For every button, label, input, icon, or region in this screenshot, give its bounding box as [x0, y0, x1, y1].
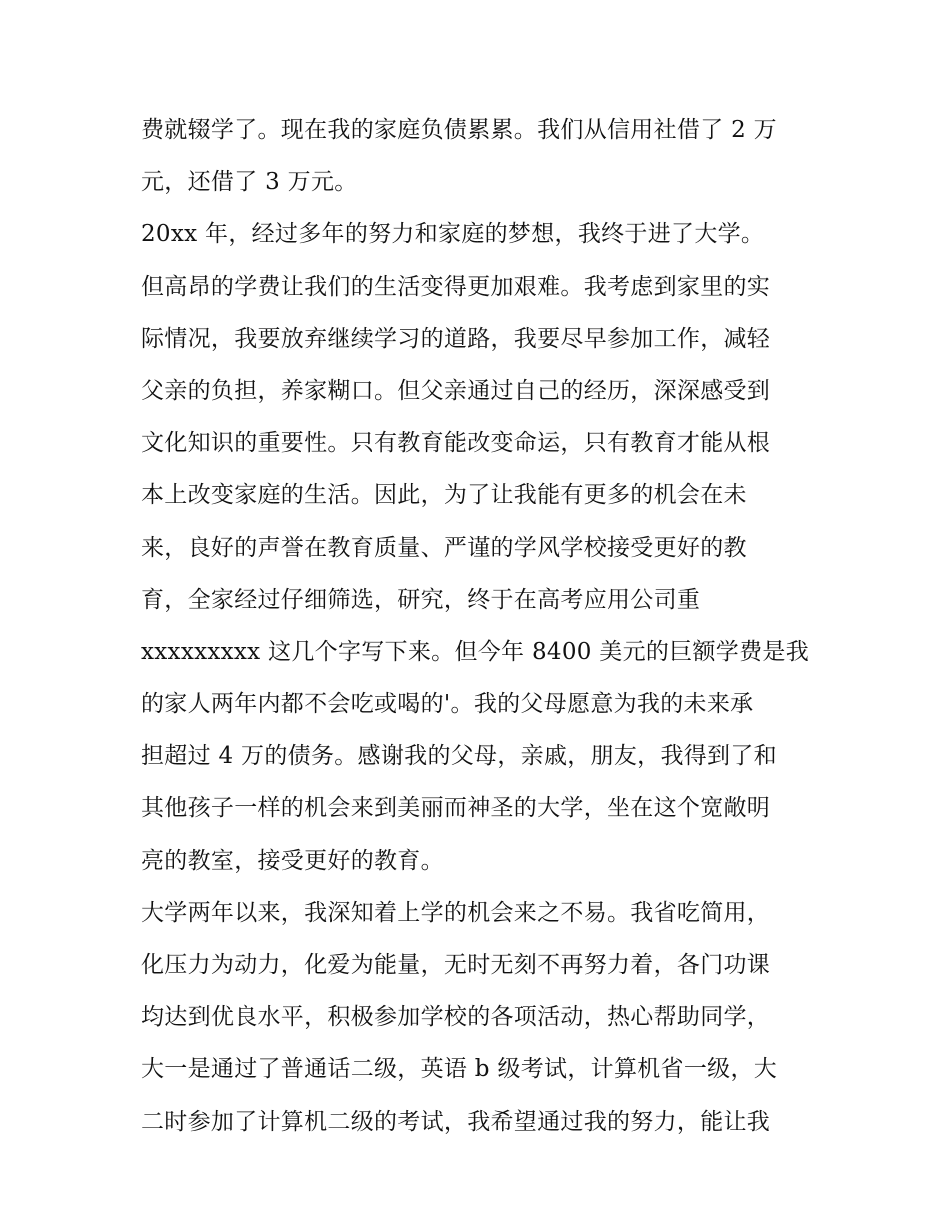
text-line: 大学两年以来，我深知着上学的机会来之不易。我省吃简用，	[141, 899, 771, 926]
document-body	[141, 104, 821, 1148]
text-line: 费就辍学了。现在我的家庭负债累累。我们从信用社借了 2 万	[141, 117, 777, 143]
text-line: 大一是通过了普通话二级，英语 b 级考试，计算机省一级，大	[141, 1056, 778, 1083]
text-line: 其他孩子一样的机会来到美丽而神圣的大学，坐在这个宽敞明	[141, 795, 771, 822]
text-line: 父亲的负担，养家糊口。但父亲通过自己的经历，深深感受到	[141, 377, 771, 404]
text-line: 亮的教室，接受更好的教育。	[141, 847, 444, 874]
text-line: 文化知识的重要性。只有教育能改变命运，只有教育才能从根	[141, 430, 771, 457]
text-line: 本上改变家庭的生活。因此，为了让我能有更多的机会在未	[141, 482, 747, 509]
text-line: 均达到优良水平，积极参加学校的各项活动，热心帮助同学，	[141, 1004, 771, 1031]
text-line: xxxxxxxxx 这几个字写下来。但今年 8400 美元的巨额学费是我	[141, 638, 810, 665]
text-line: 的家人两年内都不会吃或喝的'。我的父母愿意为我的未来承	[141, 691, 754, 718]
text-line: 担超过 4 万的债务。感谢我的父母，亲戚，朋友，我得到了和	[141, 743, 777, 770]
text-line: 但高昂的学费让我们的生活变得更加艰难。我考虑到家里的实	[141, 273, 771, 300]
text-line: 化压力为动力，化爱为能量，无时无刻不再努力着，各门功课	[141, 952, 771, 978]
text-line: 二时参加了计算机二级的考试，我希望通过我的努力，能让我	[141, 1108, 771, 1135]
text-line: 育，全家经过仔细筛选，研究，终于在高考应用公司重	[141, 586, 701, 613]
text-line: 际情况，我要放弃继续学习的道路，我要尽早参加工作，减轻	[141, 325, 771, 352]
text-line: 20xx 年，经过多年的努力和家庭的梦想，我终于进了大学。	[141, 221, 765, 248]
text-line: 元，还借了 3 万元。	[141, 169, 358, 196]
text-line: 来，良好的声誉在教育质量、严谨的学风学校接受更好的教	[141, 534, 747, 561]
